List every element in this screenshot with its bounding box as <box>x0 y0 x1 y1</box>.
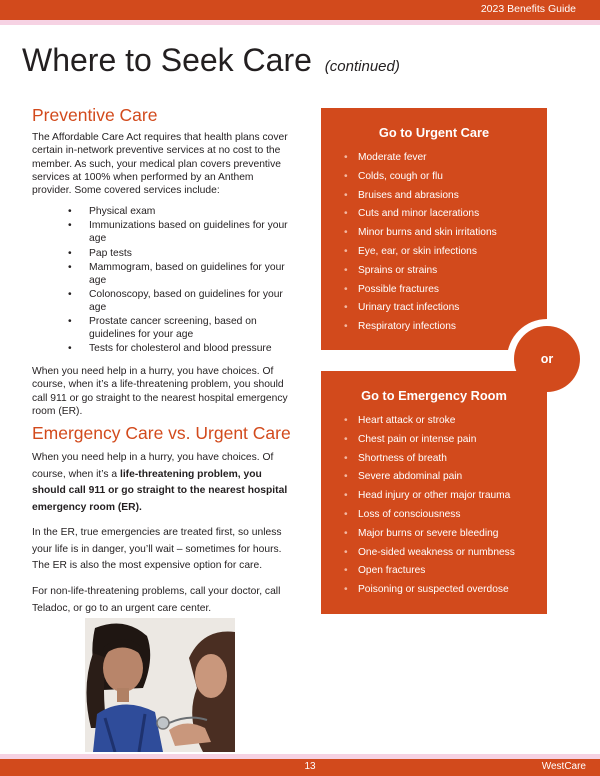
guide-label: 2023 Benefits Guide <box>480 3 576 15</box>
list-item: • Minor burns and skin irritations <box>344 224 547 243</box>
page-number: 13 <box>304 761 316 772</box>
emergency-paragraph-1 <box>32 450 290 516</box>
emergency-p1-bold: life-threatening problem, you should call 911 or go straight to the nearest hospital emergency room (ER). <box>32 468 288 513</box>
page-title-continued: (continued) <box>324 58 400 75</box>
list-item: • Moderate fever <box>344 149 547 168</box>
preventive-services-list <box>68 206 296 358</box>
list-item: • Sprains or strains <box>344 262 547 281</box>
preventive-intro: The Affordable Care Act requires that health plans cover certain in-network preventive services at no cost to the member. As such, your medical plan covers preventive services at 100% when performed by an Anthem provider. Some covered services include: <box>32 132 288 197</box>
emergency-vs-urgent-heading: Emergency Care vs. Urgent Care <box>32 423 291 443</box>
list-item: • One-sided weakness or numbness <box>344 544 547 563</box>
list-item: • Physical exam <box>68 206 296 219</box>
list-item: • Mammogram, based on guidelines for your age <box>68 262 296 287</box>
top-divider <box>0 20 600 25</box>
list-item: • Colds, cough or flu <box>344 168 547 187</box>
list-item: • Severe abdominal pain <box>344 468 547 487</box>
preventive-care-heading: Preventive Care <box>32 105 158 125</box>
list-item: • Possible fractures <box>344 281 547 300</box>
list-item: • Head injury or other major trauma <box>344 487 547 506</box>
urgent-care-panel <box>321 108 547 350</box>
list-item: • Cuts and minor lacerations <box>344 205 547 224</box>
list-item: • Bruises and abrasions <box>344 187 547 206</box>
or-badge: or <box>514 326 580 392</box>
page-title-main: Where to Seek Care <box>22 42 312 78</box>
hurry-paragraph: When you need help in a hurry, you have choices. Of course, when it’s a life-threatening problem, you should call 911 or go straight to the nearest hospital emergency room (ER). <box>32 366 288 417</box>
emergency-room-title: Go to Emergency Room <box>361 388 507 403</box>
emergency-room-list <box>321 412 547 600</box>
urgent-care-list <box>321 149 547 337</box>
list-item: • Colonoscopy, based on guidelines for your age <box>68 289 296 314</box>
list-item: • Prostate cancer screening, based on guidelines for your age <box>68 316 296 341</box>
list-item: • Heart attack or stroke <box>344 412 547 431</box>
list-item: • Poisoning or suspected overdose <box>344 581 547 600</box>
top-banner <box>0 0 600 20</box>
list-item: • Open fractures <box>344 562 547 581</box>
emergency-p1-text: When you need help in a hurry, you have choices. Of course, when it’s a <box>32 452 274 480</box>
brand-name: WestCare <box>541 761 586 772</box>
list-item: • Immunizations based on guidelines for your age <box>68 220 296 245</box>
emergency-paragraph-2: In the ER, true emergencies are treated first, so unless your life is in danger, you’ll wait – sometimes for hours. The ER is also the most expensive option for care. <box>32 527 282 571</box>
emergency-room-panel <box>321 371 547 614</box>
page-title <box>22 42 400 79</box>
list-item: • Tests for cholesterol and blood pressure <box>68 343 296 356</box>
list-item: • Shortness of breath <box>344 450 547 469</box>
doctor-child-photo <box>85 618 235 752</box>
list-item: • Loss of consciousness <box>344 506 547 525</box>
list-item: • Urinary tract infections <box>344 299 547 318</box>
list-item: • Respiratory infections <box>344 318 547 337</box>
list-item: • Major burns or severe bleeding <box>344 525 547 544</box>
list-item: • Chest pain or intense pain <box>344 431 547 450</box>
list-item: • Eye, ear, or skin infections <box>344 243 547 262</box>
footer-bar <box>0 759 600 776</box>
urgent-care-title: Go to Urgent Care <box>378 125 490 140</box>
emergency-paragraph-3: For non-life-threatening problems, call your doctor, call Teladoc, or go to an urgent care center. <box>32 586 281 614</box>
photo-illustration <box>85 618 235 752</box>
list-item: • Pap tests <box>68 248 296 261</box>
